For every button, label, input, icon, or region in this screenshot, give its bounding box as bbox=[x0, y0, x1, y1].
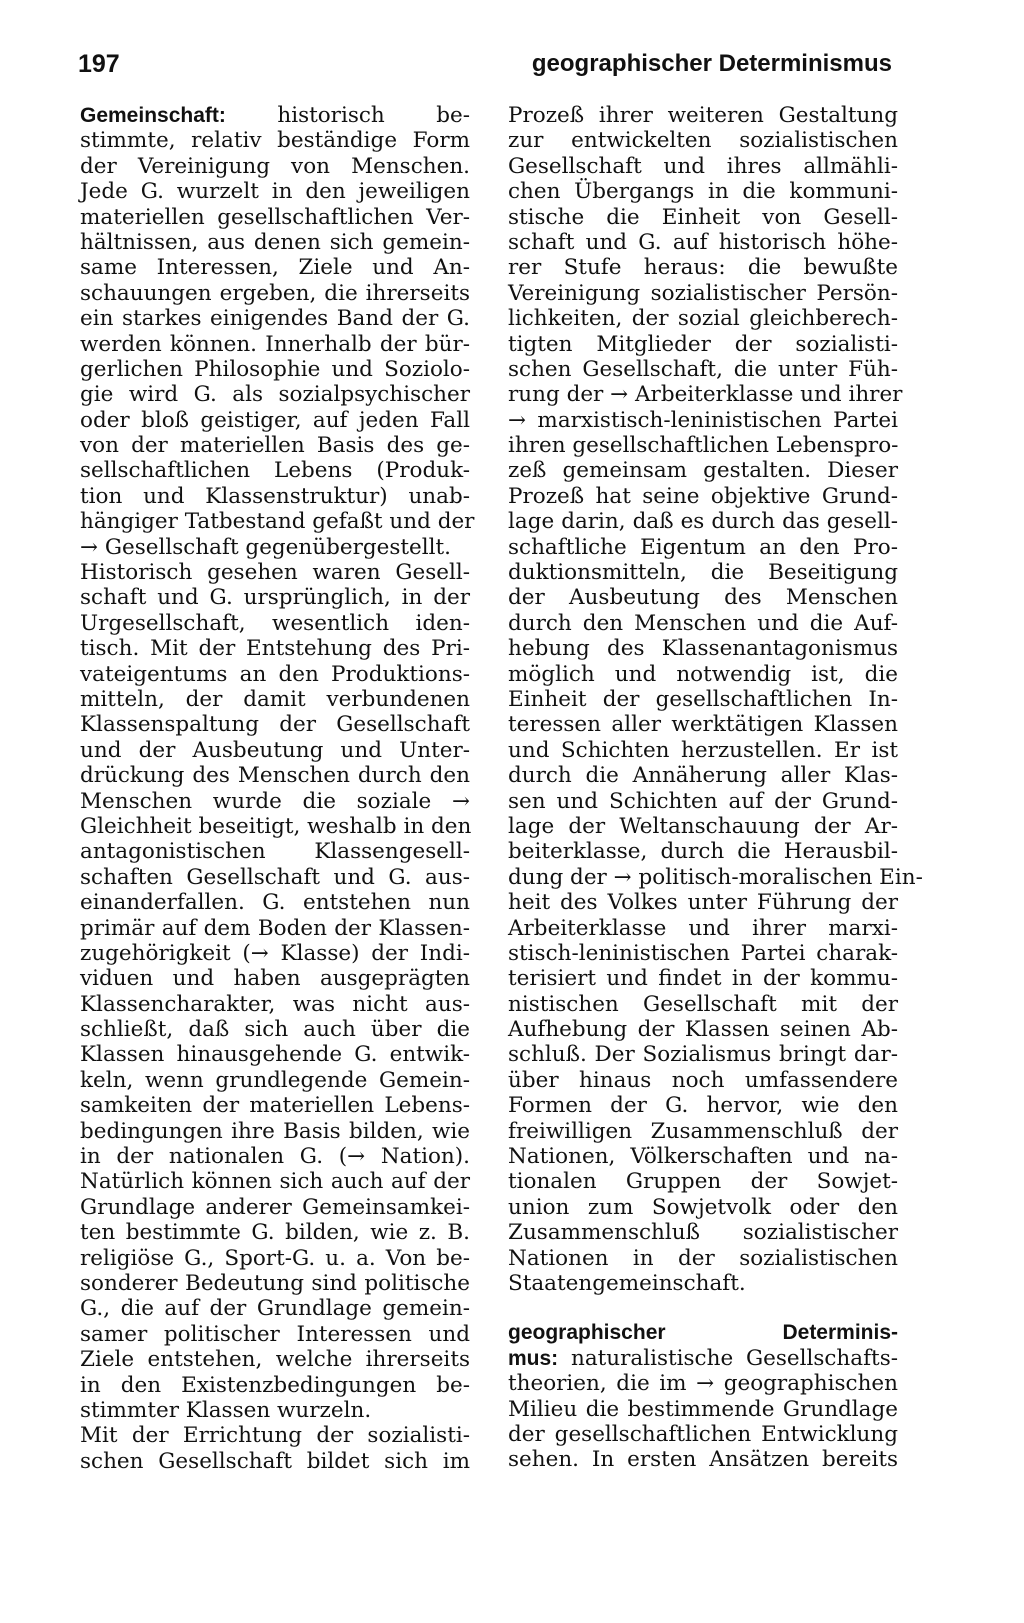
text-line: ein starkes einigendes Band der G. bbox=[80, 306, 470, 332]
text-line: stimmter Klassen wurzeln. bbox=[80, 1397, 372, 1423]
text-line: Jede G. wurzelt in den jeweiligen bbox=[80, 179, 470, 205]
text-line: viduen und haben ausgeprägten bbox=[80, 966, 470, 992]
text-line: teressen aller werktätigen Klassen bbox=[508, 712, 898, 738]
text-line: schauungen ergeben, die ihrerseits bbox=[80, 280, 470, 306]
text-line: beiterklasse, durch die Herausbil- bbox=[508, 839, 898, 865]
text-line: und der Ausbeutung und Unter- bbox=[80, 737, 470, 763]
text-line: theorien, die im → geographischen bbox=[508, 1371, 898, 1397]
text-line: ten bestimmte G. bilden, wie z. B. bbox=[80, 1220, 470, 1246]
text-line: möglich und notwendig ist, die bbox=[508, 661, 898, 687]
text-line: rer Stufe heraus: die bewußte bbox=[508, 255, 898, 281]
text-line: Gemeinschaft: historisch be- bbox=[80, 103, 470, 128]
text-line: stimmte, relativ beständige Form bbox=[80, 128, 470, 154]
text-line: Nationen in der sozialistischen bbox=[508, 1245, 898, 1271]
text-line: Staatengemeinschaft. bbox=[508, 1270, 746, 1296]
text-line: über hinaus noch umfassendere bbox=[508, 1067, 898, 1093]
text-line: sellschaftlichen Lebens (Produk- bbox=[80, 458, 470, 484]
text-line: tisch. Mit der Entstehung des Pri- bbox=[80, 636, 470, 662]
text-line: tigten Mitglieder der sozialisti- bbox=[508, 331, 898, 357]
text-line: schaft und G. ursprünglich, in der bbox=[80, 585, 470, 611]
text-line: lage der Weltanschauung der Ar- bbox=[508, 813, 898, 839]
text-line: Natürlich können sich auch auf der bbox=[80, 1169, 470, 1195]
text-line: schluß. Der Sozialismus bringt dar- bbox=[508, 1042, 898, 1068]
text-line: schaft und G. auf historisch höhe- bbox=[508, 229, 898, 255]
text-line: stisch-leninistischen Partei charak- bbox=[508, 940, 898, 966]
text-line: Nationen, Völkerschaften und na- bbox=[508, 1144, 898, 1170]
text-line: Grundlage anderer Gemeinsamkei- bbox=[80, 1194, 470, 1220]
text-line: der gesellschaftlichen Entwicklung bbox=[508, 1421, 898, 1447]
text-line: drückung des Menschen durch den bbox=[80, 763, 470, 789]
text-line: Gesellschaft und ihres allmähli- bbox=[508, 153, 898, 179]
text-line: schen Gesellschaft, die unter Füh- bbox=[508, 356, 898, 382]
text-line: Prozeß hat seine objektive Grund- bbox=[508, 483, 898, 509]
text-line: sonderer Bedeutung sind politische bbox=[80, 1270, 470, 1296]
text-line: keln, wenn grundlegende Gemein- bbox=[80, 1067, 470, 1093]
text-line: Vereinigung sozialistischer Persön- bbox=[508, 280, 898, 306]
text-line: G., die auf der Grundlage gemein- bbox=[80, 1296, 470, 1322]
text-line: terisiert und findet in der kommu- bbox=[508, 966, 898, 992]
text-line: samkeiten der materiellen Lebens- bbox=[80, 1093, 470, 1119]
text-line: einanderfallen. G. entstehen nun bbox=[80, 890, 470, 916]
text-line: Klassenspaltung der Gesellschaft bbox=[80, 712, 470, 738]
text-line: der Vereinigung von Menschen. bbox=[80, 153, 470, 179]
text-line: religiöse G., Sport-G. u. a. Von be- bbox=[80, 1245, 470, 1271]
text-line: Menschen wurde die soziale → bbox=[80, 788, 470, 814]
text-line: → marxistisch-leninistischen Partei bbox=[508, 407, 898, 433]
text-line: freiwilligen Zusammenschluß der bbox=[508, 1118, 898, 1144]
text-line: sehen. In ersten Ansätzen bereits bbox=[508, 1447, 898, 1473]
text-line: → Gesellschaft gegenübergestellt. bbox=[80, 534, 451, 560]
text-line: Klassen hinausgehende G. entwik- bbox=[80, 1042, 470, 1068]
text-line: schaftliche Eigentum an den Pro- bbox=[508, 534, 898, 560]
page-number: 197 bbox=[78, 50, 120, 78]
text-line: hängiger Tatbestand gefaßt und der bbox=[80, 509, 475, 535]
text-line: ihren gesellschaftlichen Lebenspro- bbox=[508, 433, 899, 459]
entry-headword-geographischer-determinismus: geographischer Determinis- bbox=[508, 1321, 898, 1345]
text-line: Urgesellschaft, wesentlich iden- bbox=[80, 610, 470, 636]
text-line: primär auf dem Boden der Klassen- bbox=[80, 915, 470, 941]
entry-separator bbox=[508, 1296, 898, 1320]
text-line: und Schichten herzustellen. Er ist bbox=[508, 737, 898, 763]
text-line: tion und Klassenstruktur) unab- bbox=[80, 483, 470, 509]
text-line: Klassencharakter, was nicht aus- bbox=[80, 991, 470, 1017]
text-line: chen Übergangs in die kommuni- bbox=[508, 179, 898, 205]
text-line: vateigentums an den Produktions- bbox=[80, 661, 470, 687]
text-line: hebung des Klassenantagonismus bbox=[508, 636, 898, 662]
text-line: werden können. Innerhalb der bür- bbox=[80, 331, 470, 357]
text-line: schließt, daß sich auch über die bbox=[80, 1017, 470, 1043]
text-line: zur entwickelten sozialistischen bbox=[508, 128, 898, 154]
text-line: mitteln, der damit verbundenen bbox=[80, 686, 470, 712]
text-line: Aufhebung der Klassen seinen Ab- bbox=[508, 1017, 898, 1043]
text-line: in der nationalen G. (→ Nation). bbox=[80, 1144, 470, 1170]
page-header bbox=[78, 50, 892, 86]
text-line: lichkeiten, der sozial gleichberech- bbox=[508, 306, 898, 332]
text-line: Mit der Errichtung der sozialisti- bbox=[80, 1423, 470, 1449]
text-line: Historisch gesehen waren Gesell- bbox=[80, 560, 470, 586]
text-line: gie wird G. als sozialpsychischer bbox=[80, 382, 470, 408]
text-line: mus: naturalistische Gesellschafts- bbox=[508, 1345, 898, 1371]
text-line: zugehörigkeit (→ Klasse) der Indi- bbox=[80, 940, 470, 966]
text-line: sen und Schichten auf der Grund- bbox=[508, 788, 898, 814]
left-column bbox=[80, 103, 475, 1474]
text-line: in den Existenzbedingungen be- bbox=[80, 1372, 470, 1398]
text-line: tionalen Gruppen der Sowjet- bbox=[508, 1169, 898, 1195]
text-line: Gleichheit beseitigt, weshalb in den bbox=[80, 813, 472, 839]
text-line: hältnissen, aus denen sich gemein- bbox=[80, 229, 470, 255]
text-line: materiellen gesellschaftlichen Ver- bbox=[80, 204, 470, 230]
text-line: dung der → politisch-moralischen Ein- bbox=[508, 864, 923, 890]
text-line: zeß gemeinsam gestalten. Dieser bbox=[508, 458, 898, 484]
right-column bbox=[508, 103, 923, 1473]
text-line: lage darin, daß es durch das gesell- bbox=[508, 509, 898, 535]
running-head: geographischer Determinismus bbox=[531, 50, 892, 77]
text-line: Milieu die bestimmende Grundlage bbox=[508, 1396, 898, 1422]
text-line: Prozeß ihrer weiteren Gestaltung bbox=[508, 103, 898, 128]
text-line: Arbeiterklasse und ihrer marxi- bbox=[508, 915, 898, 941]
text-line: duktionsmitteln, die Beseitigung bbox=[508, 560, 898, 586]
text-line: durch den Menschen und die Auf- bbox=[508, 610, 898, 636]
text-line: rung der → Arbeiterklasse und ihrer bbox=[508, 382, 903, 408]
text-line: bedingungen ihre Basis bilden, wie bbox=[80, 1118, 470, 1144]
text-line: von der materiellen Basis des ge- bbox=[80, 433, 470, 459]
text-line: Formen der G. hervor, wie den bbox=[508, 1093, 898, 1119]
text-line: Ziele entstehen, welche ihrerseits bbox=[80, 1347, 470, 1373]
text-line: union zum Sowjetvolk oder den bbox=[508, 1194, 898, 1220]
text-line: Einheit der gesellschaftlichen In- bbox=[508, 686, 898, 712]
text-line: same Interessen, Ziele und An- bbox=[80, 255, 470, 281]
text-line: heit des Volkes unter Führung der bbox=[508, 890, 898, 916]
text-line: antagonistischen Klassengesell- bbox=[80, 839, 470, 865]
text-line: Zusammenschluß sozialistischer bbox=[508, 1220, 898, 1246]
entry-headword-gemeinschaft: Gemeinschaft: bbox=[80, 104, 226, 127]
text-line: gerlichen Philosophie und Soziolo- bbox=[80, 356, 470, 382]
text-line: schen Gesellschaft bildet sich im bbox=[80, 1448, 470, 1474]
text-line: schaften Gesellschaft und G. aus- bbox=[80, 864, 470, 890]
text-line: der Ausbeutung des Menschen bbox=[508, 585, 898, 611]
text-line: oder bloß geistiger, auf jeden Fall bbox=[80, 407, 470, 433]
text-line: nistischen Gesellschaft mit der bbox=[508, 991, 898, 1017]
text-line: samer politischer Interessen und bbox=[80, 1321, 470, 1347]
text-line: durch die Annäherung aller Klas- bbox=[508, 763, 898, 789]
text-line: stische die Einheit von Gesell- bbox=[508, 204, 898, 230]
